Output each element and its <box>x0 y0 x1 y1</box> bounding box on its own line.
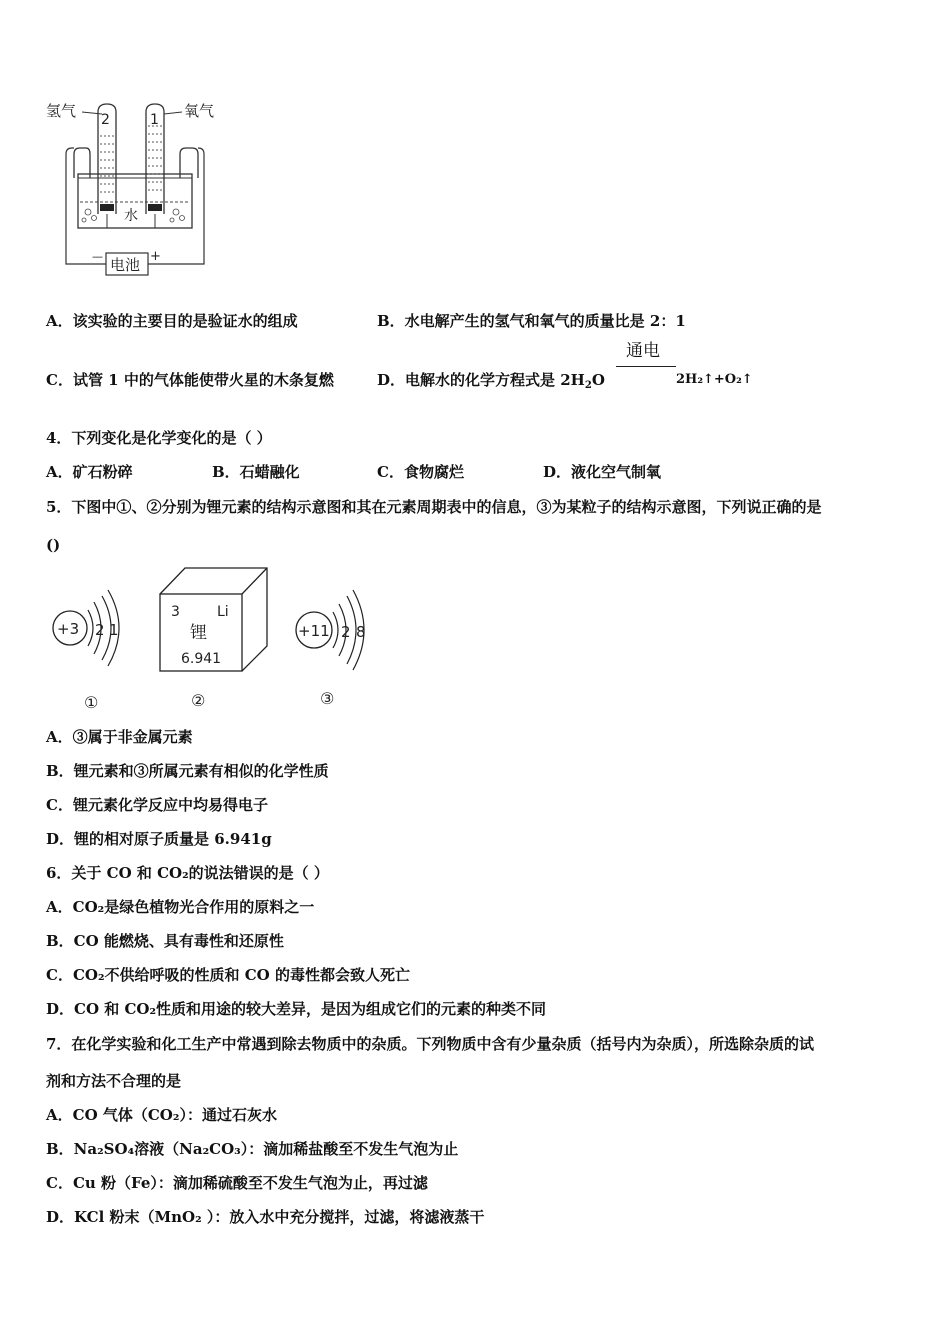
fig2-element-name: 锂 <box>190 623 207 643</box>
battery-minus-sign: — <box>92 250 103 263</box>
q5-option-d: D．锂的相对原子质量是 6.941g <box>46 830 272 848</box>
q3-option-b: B．水电解产生的氢气和氧气的质量比是 2：1 <box>377 312 686 330</box>
q5-option-b: B．锂元素和③所属元素有相似的化学性质 <box>46 762 329 780</box>
q4-option-c: C．食物腐烂 <box>377 463 464 481</box>
hydrogen-label: 氢气 <box>46 102 77 120</box>
fig3-nucleus: +11 <box>298 622 330 640</box>
q4-option-b: B．石蜡融化 <box>212 463 300 481</box>
q4-option-a: A．矿石粉碎 <box>46 463 133 481</box>
q3-option-d <box>377 370 605 390</box>
battery-plus-sign: + <box>150 249 161 264</box>
q6-option-d: D．CO 和 CO₂性质和用途的较大差异，是因为组成它们的元素的种类不同 <box>46 1000 547 1018</box>
tube-2-label: 2 <box>101 112 110 128</box>
q6-stem: 6．关于 CO 和 CO₂的说法错误的是（ ） <box>46 864 329 882</box>
tube-1-label: 1 <box>150 112 159 128</box>
lithium-atom-diagram <box>48 580 138 715</box>
fig1-caption: ① <box>84 693 99 712</box>
q5-stem-end: () <box>46 536 61 554</box>
q5-stem: 5．下图中①、②分别为锂元素的结构示意图和其在元素周期表中的信息，③为某粒子的结构示意图，下列说正确的是 <box>46 498 822 516</box>
q6-option-b: B．CO 能燃烧、具有毒性和还原性 <box>46 932 284 950</box>
water-label: 水 <box>124 208 138 224</box>
q3-option-c: C．试管 1 中的气体能使带火星的木条复燃 <box>46 371 334 389</box>
electrode-left <box>100 204 114 211</box>
fig2-atomic-mass: 6.941 <box>181 651 222 667</box>
q7-option-d: D．KCl 粉末（MnO₂ ）：放入水中充分搅拌，过滤，将滤液蒸干 <box>46 1208 485 1226</box>
q3-option-d-prefix: D．电解水的化学方程式是 2H <box>377 371 585 389</box>
reaction-products: 2H₂↑+O₂↑ <box>676 372 753 387</box>
particle-structure-diagram <box>292 580 382 715</box>
oxygen-label: 氧气 <box>184 102 215 120</box>
fig3-shell2: 8 <box>356 623 366 641</box>
fig3-shell1: 2 <box>341 623 351 641</box>
q6-option-a: A．CO₂是绿色植物光合作用的原料之一 <box>46 898 315 916</box>
fig1-shell2: 1 <box>109 621 119 639</box>
fig2-caption: ② <box>191 691 206 710</box>
electrolysis-apparatus-figure <box>40 96 230 278</box>
electrode-right <box>148 204 162 211</box>
q7-option-b: B．Na₂SO₄溶液（Na₂CO₃）：滴加稀盐酸至不发生气泡为止 <box>46 1140 459 1158</box>
fig2-atomic-number: 3 <box>171 604 180 620</box>
q4-option-d: D．液化空气制氧 <box>543 463 662 481</box>
q7-stem-line1: 7．在化学实验和化工生产中常遇到除去物质中的杂质。下列物质中含有少量杂质（括号内为杂质），所选除杂质的试 <box>46 1035 814 1053</box>
q3-option-d-sub: 2 <box>584 380 592 391</box>
fig2-symbol: Li <box>217 604 229 620</box>
q7-option-a: A．CO 气体（CO₂）：通过石灰水 <box>46 1106 277 1124</box>
q7-option-c: C．Cu 粉（Fe）：滴加稀硫酸至不发生气泡为止，再过滤 <box>46 1174 428 1192</box>
q5-option-a: A．③属于非金属元素 <box>46 728 193 746</box>
battery-label: 电池 <box>110 256 141 274</box>
q3-option-a: A．该实验的主要目的是验证水的组成 <box>46 312 298 330</box>
reaction-arrow-line <box>616 366 676 367</box>
fig1-shell1: 2 <box>95 621 105 639</box>
reaction-condition: 通电 <box>626 341 660 361</box>
q6-option-c: C．CO₂不供给呼吸的性质和 CO 的毒性都会致人死亡 <box>46 966 410 984</box>
q3-option-d-suffix: O <box>591 371 605 389</box>
fig3-caption: ③ <box>320 689 335 708</box>
q4-stem: 4．下列变化是化学变化的是（ ） <box>46 429 272 447</box>
lithium-periodic-cell <box>155 564 275 714</box>
fig1-nucleus: +3 <box>57 620 80 638</box>
q7-stem-line2: 剂和方法不合理的是 <box>46 1072 182 1090</box>
q5-option-c: C．锂元素化学反应中均易得电子 <box>46 796 268 814</box>
